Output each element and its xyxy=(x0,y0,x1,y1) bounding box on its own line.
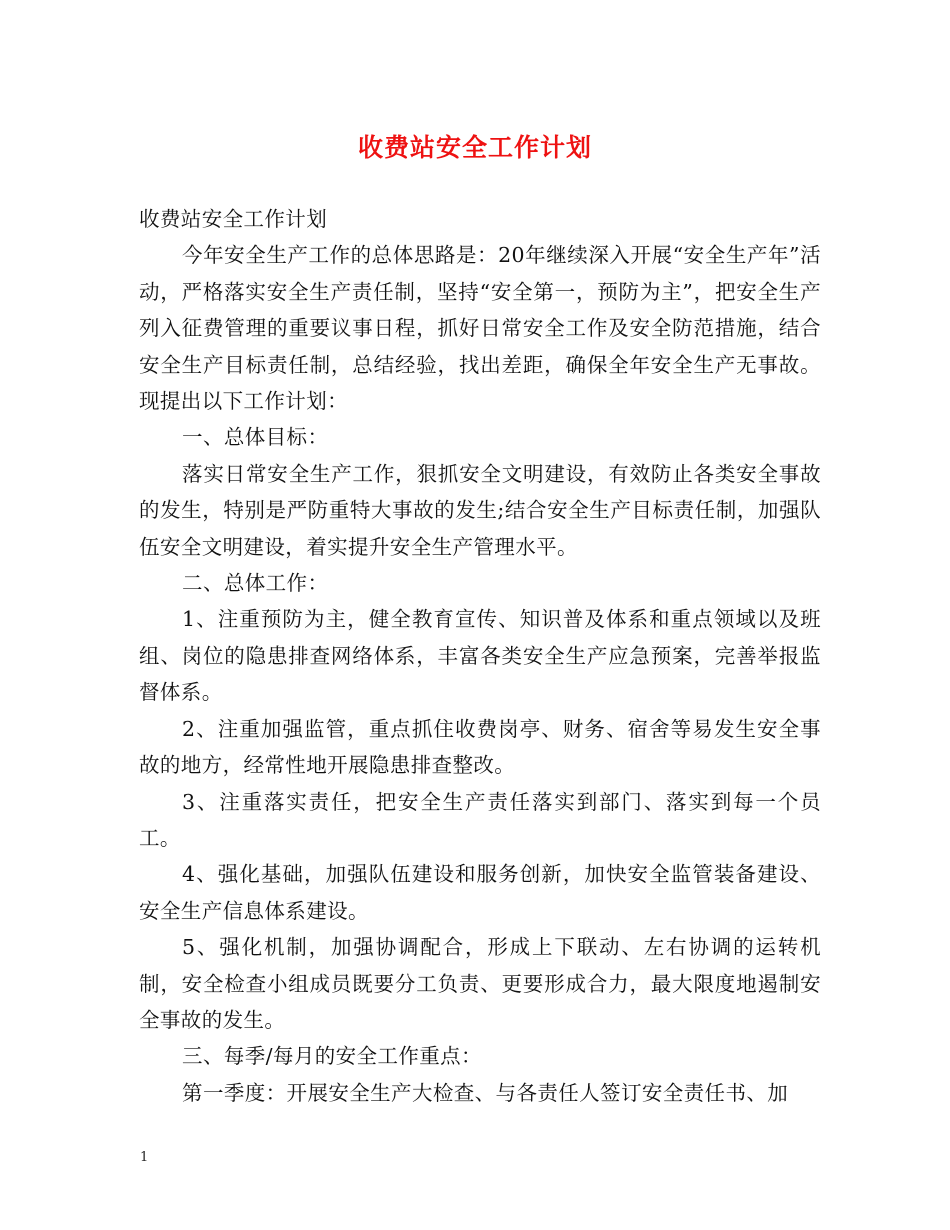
paragraph-overall-goal: 落实日常安全生产工作，狠抓安全文明建设，有效防止各类安全事故的发生，特别是严防重特大事故的发生;结合安全生产目标责任制，加强队伍安全文明建设，着实提升安全生产管理水平。 xyxy=(139,461,821,559)
document-heading: 收费站安全工作计划 xyxy=(139,207,328,231)
section-heading-overall-goal: 一、总体目标： xyxy=(182,425,329,450)
paragraph-intro: 今年安全生产工作的总体思路是：20年继续深入开展“安全生产年”活动，严格落实安全生产责任制，坚持“安全第一，预防为主”，把安全生产列入征费管理的重要议事日程，抓好日常安全工作及安全防范措施，结合安全生产目标责任制，总结经验，找出差距，确保全年安全生产无事故。现提出以下工作计划： xyxy=(139,243,821,414)
work-item-3: 3、注重落实责任，把安全生产责任落实到部门、落实到每一个员工。 xyxy=(139,789,821,850)
paragraph-first-quarter: 第一季度：开展安全生产大检查、与各责任人签订安全责任书、加 xyxy=(182,1080,789,1105)
work-item-1: 1、注重预防为主，健全教育宣传、知识普及体系和重点领域以及班组、岗位的隐患排查网络体系，丰富各类安全生产应急预案，完善举报监督体系。 xyxy=(139,607,821,705)
section-heading-quarterly-focus: 三、每季/每月的安全工作重点： xyxy=(182,1044,482,1069)
document-title: 收费站安全工作计划 xyxy=(357,133,592,162)
section-heading-overall-work: 二、总体工作： xyxy=(182,571,329,596)
work-item-5: 5、强化机制，加强协调配合，形成上下联动、左右协调的运转机制，安全检查小组成员既要分工负责、更要形成合力，最大限度地遏制安全事故的发生。 xyxy=(139,935,821,1032)
work-item-4: 4、强化基础，加强队伍建设和服务创新，加快安全监管装备建设、安全生产信息体系建设。 xyxy=(139,862,821,923)
page-number: 1 xyxy=(140,1150,149,1165)
work-item-2: 2、注重加强监管，重点抓住收费岗亭、财务、宿舍等易发生安全事故的地方，经常性地开展隐患排查整改。 xyxy=(139,716,821,778)
document-body xyxy=(139,201,821,1111)
